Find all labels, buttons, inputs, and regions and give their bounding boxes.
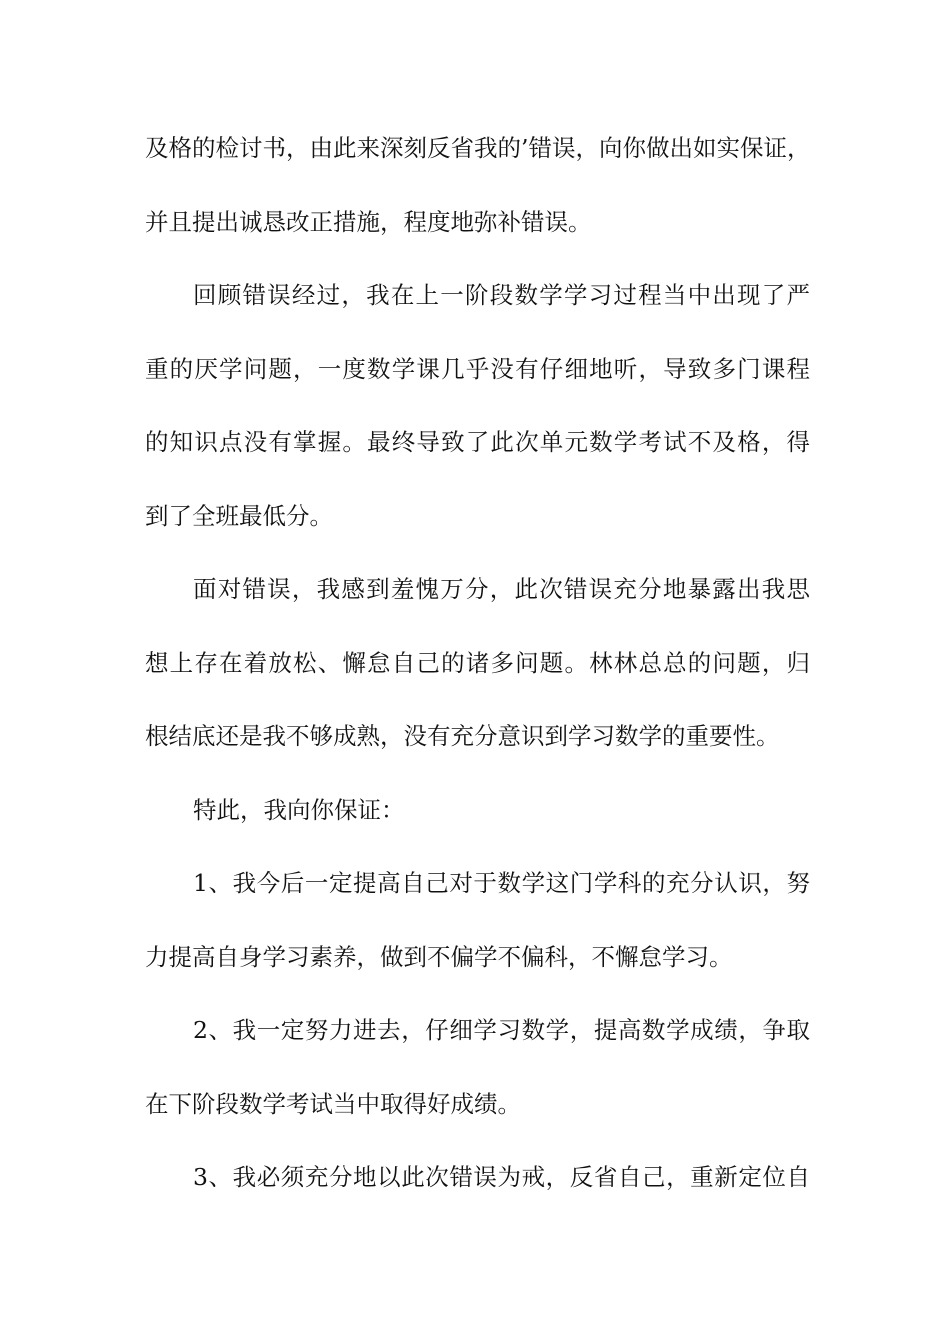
text-line: 在下阶段数学考试当中取得好成绩。 <box>145 1089 521 1118</box>
text-line: 根结底还是我不够成熟，没有充分意识到学习数学的重要性。 <box>145 722 780 750</box>
text-line: 的知识点没有掌握。最终导致了此次单元数学考试不及格，得 <box>145 428 810 456</box>
text-line: 及格的检讨书，由此来深刻反省我的’错误，向你做出如实保证， <box>145 134 811 162</box>
text-line: 力提高自身学习素养，做到不偏学不偏科，不懈怠学习。 <box>145 942 733 971</box>
text-line: 到了全班最低分。 <box>145 501 333 530</box>
text-line: 回顾错误经过，我在上一阶段数学学习过程当中出现了严 <box>193 281 810 309</box>
text-line: 2、我一定努力进去，仔细学习数学，提高数学成绩，争取 <box>193 1016 810 1044</box>
text-line: 3、我必须充分地以此次错误为戒，反省自己，重新定位自 <box>193 1163 810 1191</box>
text-line: 并且提出诚恳改正措施，程度地弥补错误。 <box>145 207 592 236</box>
text-line: 面对错误，我感到羞愧万分，此次错误充分地暴露出我思 <box>193 575 810 603</box>
text-line: 特此，我向你保证： <box>193 795 405 824</box>
document-body <box>145 126 810 1229</box>
text-line: 重的厌学问题，一度数学课几乎没有仔细地听，导致多门课程 <box>145 354 810 383</box>
text-line: 1、我今后一定提高自己对于数学这门学科的充分认识，努 <box>193 869 810 897</box>
text-line: 想上存在着放松、懈怠自己的诸多问题。林林总总的问题，归 <box>145 648 810 677</box>
